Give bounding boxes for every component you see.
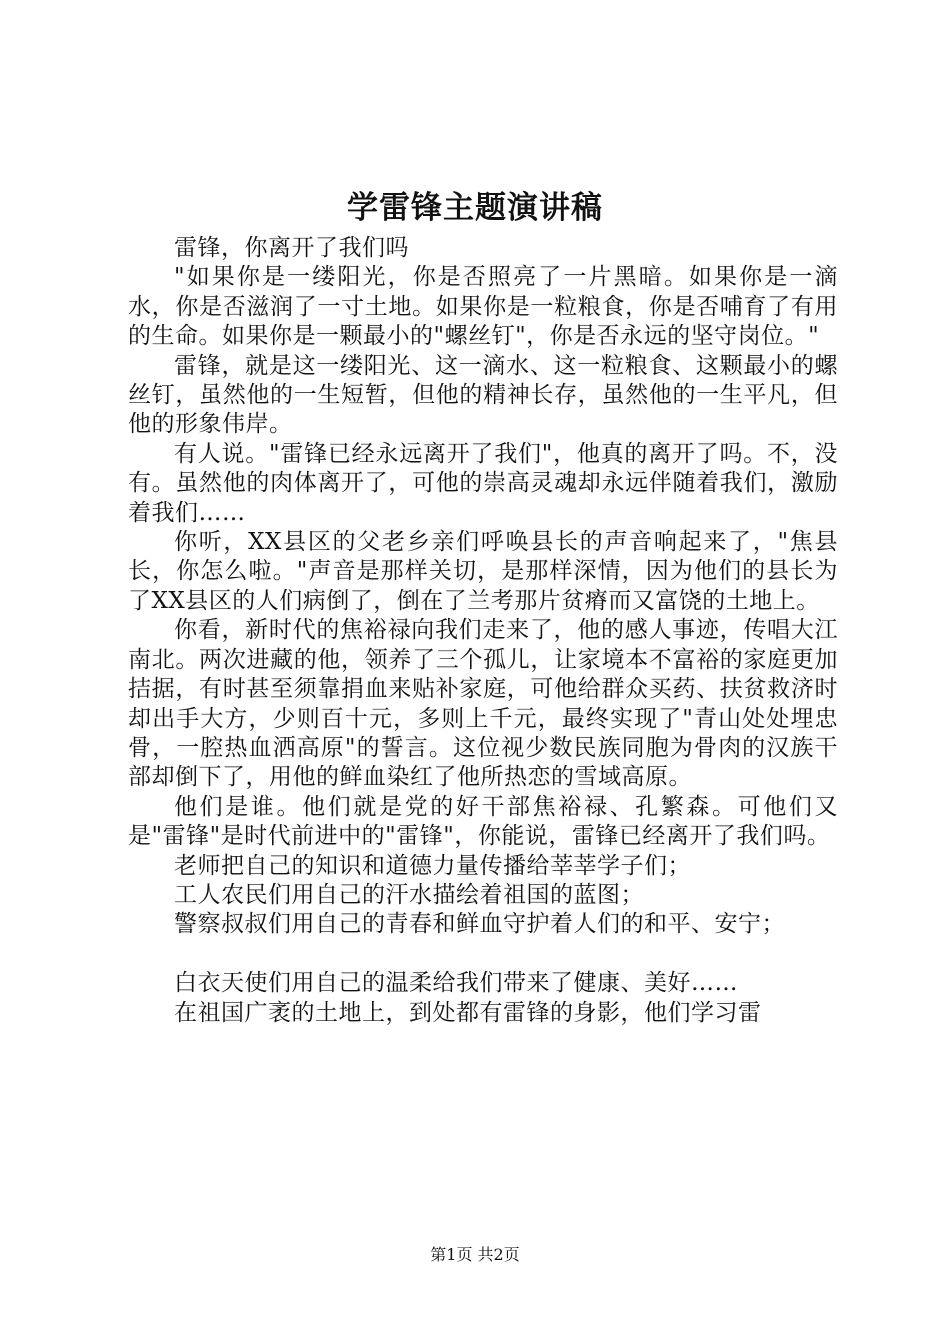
paragraph: 有人说。"雷锋已经永远离开了我们"，他真的离开了吗。不，没有。虽然他的肉体离开了，可他的崇高灵魂却永远伴随着我们，激励着我们…… [128,440,838,526]
paragraph: 雷锋，你离开了我们吗 [174,235,409,261]
paragraph: 你听，XX县区的父老乡亲们呼唤县长的声音响起来了，"焦县长，你怎么啦。"声音是那样关切，是那样深情，因为他们的县长为了XX县区的人们病倒了，倒在了兰考那片贫瘠而又富饶的土地上。 [128,529,838,614]
paragraph: 老师把自己的知识和道德力量传播给莘莘学子们； [174,852,691,879]
document-title: 学雷锋主题演讲稿 [347,190,603,226]
paragraph: 他们是谁。他们就是党的好干部焦裕禄、孔繁森。可他们又是"雷锋"是时代前进中的"雷锋"，你能说，雷锋已经离开了我们吗。 [128,793,838,850]
paragraph: 雷锋，就是这一缕阳光、这一滴水、这一粒粮食、这颗最小的螺丝钉，虽然他的一生短暂，但他的精神长存，虽然他的一生平凡，但他的形象伟岸。 [128,352,838,438]
document-body [128,234,838,1028]
paragraph: "如果你是一缕阳光，你是否照亮了一片黑暗。如果你是一滴水，你是否滋润了一寸土地。如果你是一粒粮食，你是否哺育了有用的生命。如果你是一颗最小的"螺丝钉"，你是否永远的坚守岗位。" [128,264,838,350]
blank-line [128,940,838,969]
page-footer: 第1页 共2页 [430,1245,520,1264]
paragraph: 工人农民们用自己的汗水描绘着祖国的蓝图； [174,881,644,908]
paragraph: 你看，新时代的焦裕禄向我们走来了，他的感人事迹，传唱大江南北。两次进藏的他，领养了三个孤儿，让家境本不富裕的家庭更加拮据，有时甚至须靠捐血来贴补家庭，可他给群众买药、扶贫救济时却出手大方，少则百十元，多则上千元，最终实现了"青山处处埋忠骨，一腔热血洒高原"的誓言。这位视少数民族同胞为骨肉的汉族干部却倒下了，用他的鲜血染红了他所热恋的雪域高原。 [128,617,838,791]
paragraph: 在祖国广袤的土地上，到处都有雷锋的身影，他们学习雷 [174,999,762,1026]
paragraph: 警察叔叔们用自己的青春和鲜血守护着人们的和平、安宁； [174,911,785,938]
paragraph: 白衣天使们用自己的温柔给我们带来了健康、美好…… [174,970,738,997]
